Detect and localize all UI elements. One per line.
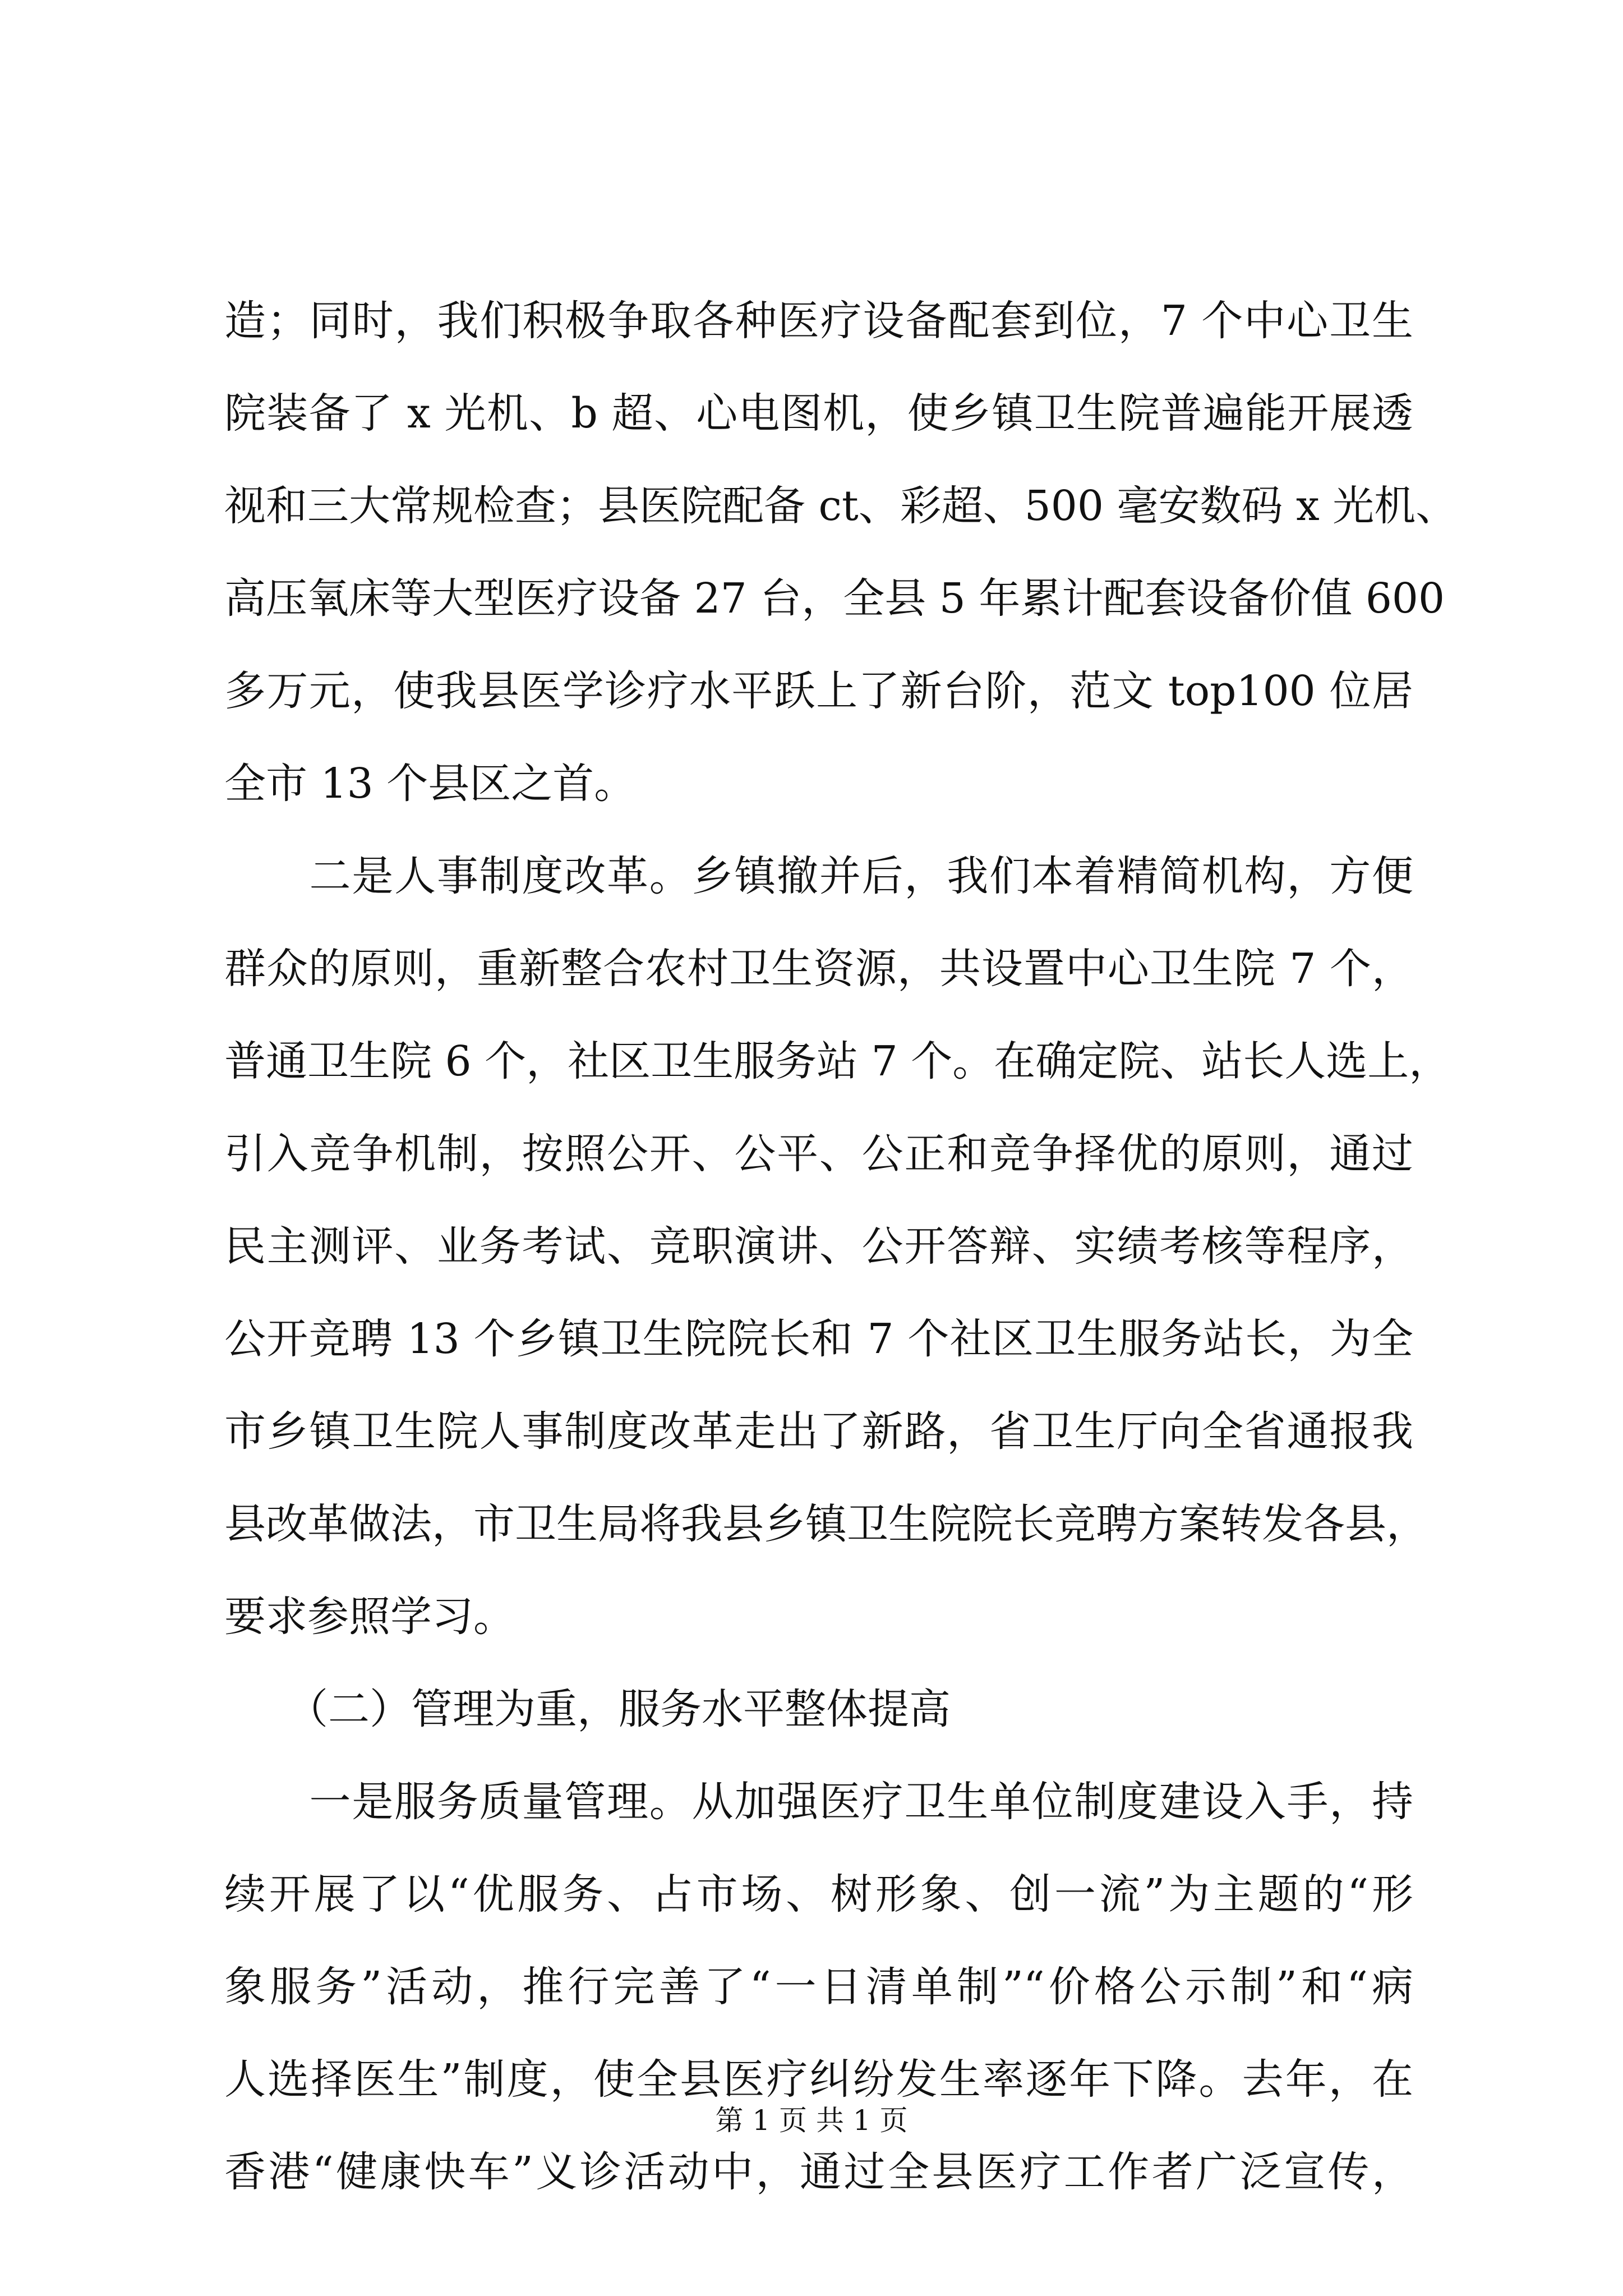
text-line-21: 香港“健康快车”义诊活动中，通过全县医疗工作者广泛宣传， [224, 2148, 1413, 2196]
text-line-4: 高压氧床等大型医疗设备 27 台，全县 5 年累计配套设备价值 600 [224, 574, 1445, 623]
text-line-14: 县改革做法，市卫生局将我县乡镇卫生院院长竞聘方案转发各县， [224, 1500, 1428, 1548]
text-line-3: 视和三大常规检查；县医院配备 ct、彩超、500 毫安数码 x 光机、 [224, 482, 1458, 530]
text-line-18: 续开展了以“优服务、占市场、树形象、创一流”为主题的“形 [224, 1870, 1413, 1918]
text-line-17: 一是服务质量管理。从加强医疗卫生单位制度建设入手，持 [224, 1778, 1413, 1826]
text-line-8: 群众的原则，重新整合农村卫生资源，共设置中心卫生院 7 个， [224, 945, 1413, 993]
page-number-label: 第 1 页 共 1 页 [715, 2104, 908, 2137]
text-line-9: 普通卫生院 6 个，社区卫生服务站 7 个。在确定院、站长人选上， [224, 1037, 1451, 1085]
text-line-10: 引入竞争机制，按照公开、公平、公正和竞争择优的原则，通过 [224, 1130, 1413, 1178]
text-line-12: 公开竞聘 13 个乡镇卫生院院长和 7 个社区卫生服务站长，为全 [224, 1315, 1413, 1363]
text-line-6: 全市 13 个县区之首。 [224, 760, 636, 808]
text-line-20: 人选择医生”制度，使全县医疗纠纷发生率逐年下降。去年，在 [224, 2055, 1413, 2104]
text-line-19: 象服务”活动，推行完善了“一日清单制”“价格公示制”和“病 [224, 1963, 1413, 2011]
document-body [224, 275, 1458, 2219]
page-footer [0, 2101, 1623, 2140]
text-line-11: 民主测评、业务考试、竞职演讲、公开答辩、实绩考核等程序， [224, 1222, 1413, 1271]
text-line-5: 多万元，使我县医学诊疗水平跃上了新台阶，范文 top100 位居 [224, 667, 1413, 715]
text-line-15: 要求参照学习。 [224, 1593, 515, 1641]
section-heading: （二）管理为重，服务水平整体提高 [224, 1685, 951, 1733]
text-line-7: 二是人事制度改革。乡镇撤并后，我们本着精简机构，方便 [224, 852, 1413, 900]
text-line-2: 院装备了 x 光机、b 超、心电图机，使乡镇卫生院普遍能开展透 [224, 389, 1413, 438]
text-line-1: 造；同时，我们积极争取各种医疗设备配套到位，7 个中心卫生 [224, 297, 1413, 345]
text-line-13: 市乡镇卫生院人事制度改革走出了新路，省卫生厅向全省通报我 [224, 1407, 1413, 1456]
